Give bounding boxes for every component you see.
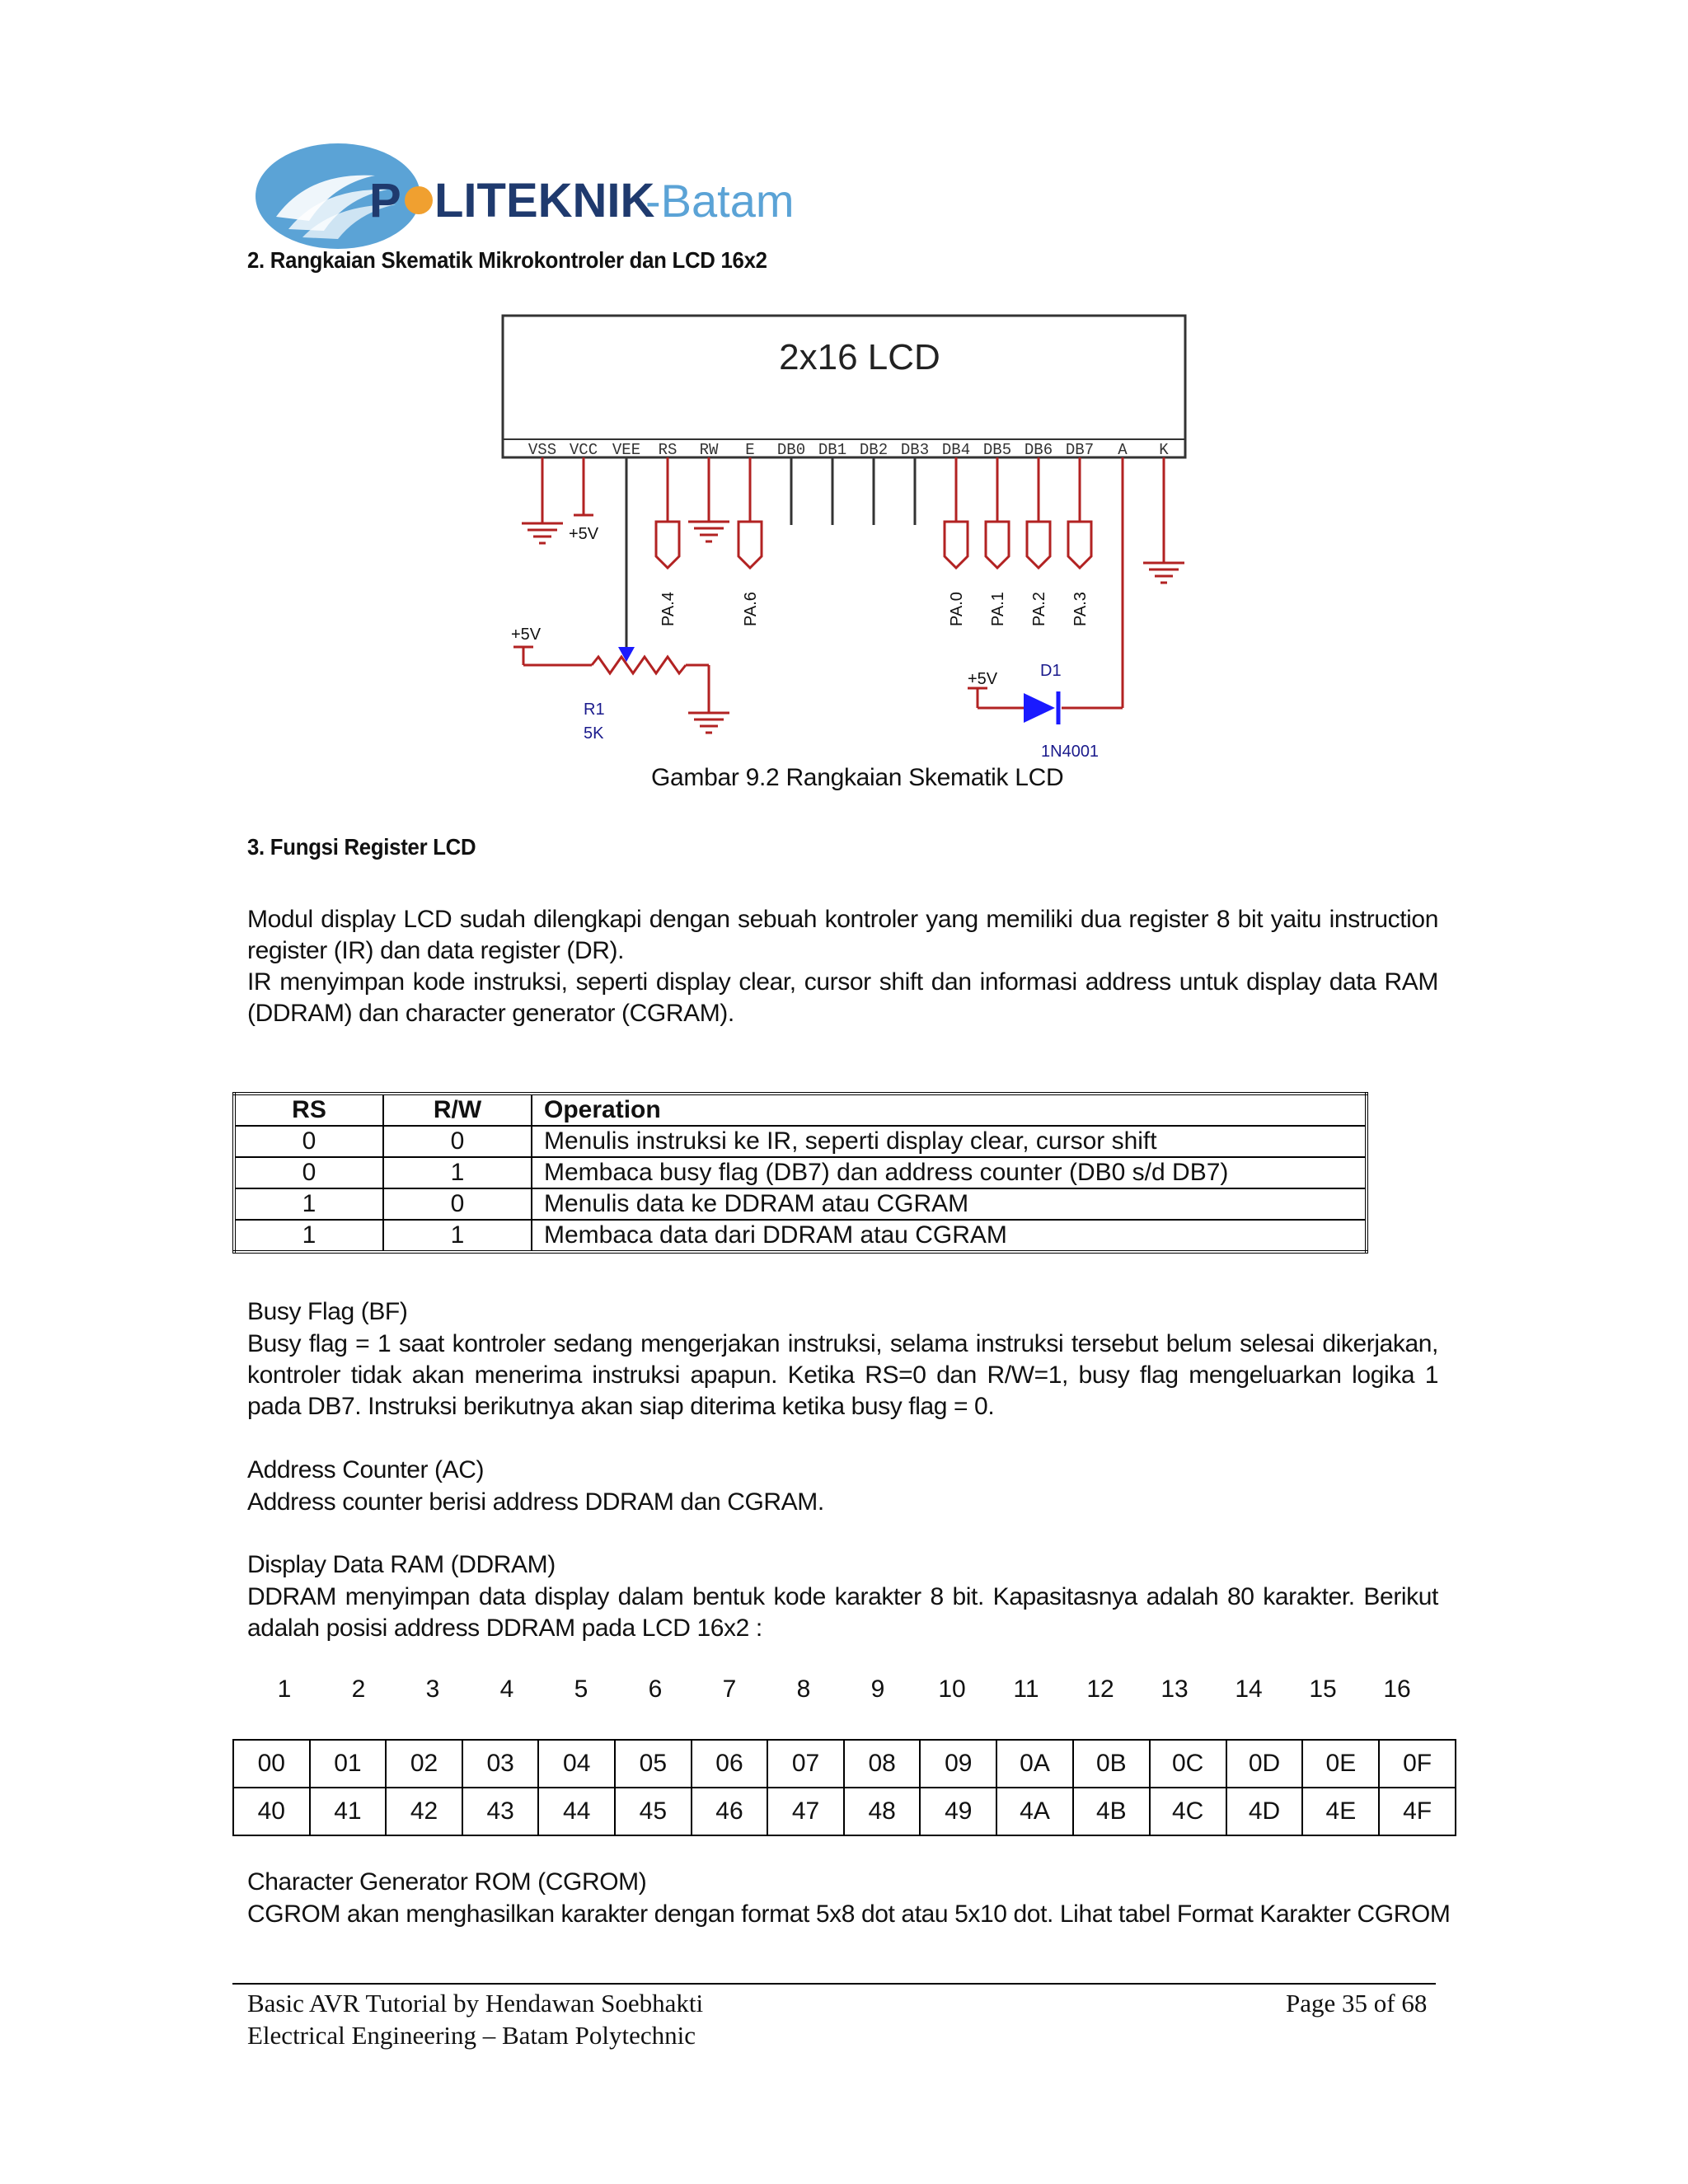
address-cell: 4B <box>1073 1788 1150 1835</box>
register-operation-table <box>232 1092 1368 1254</box>
position-number: 7 <box>722 1675 737 1703</box>
table-header-rw: R/W <box>383 1094 532 1126</box>
figure-caption: Gambar 9.2 Rangkaian Skematik LCD <box>651 764 1064 791</box>
lcd-schematic-diagram <box>495 309 1203 771</box>
register-paragraph-1: Modul display LCD sudah dilengkapi dengan sebuah kontroler yang memiliki dua register 8 bit yaitu instruction register (IR) dan data register (DR). <box>247 906 1438 964</box>
diode-supply-label: +5V <box>968 670 998 688</box>
address-cell: 4E <box>1302 1788 1379 1835</box>
ddram-row-2 <box>233 1788 1456 1835</box>
position-number: 2 <box>351 1675 366 1703</box>
address-cell: 41 <box>310 1788 387 1835</box>
diode-part: 1N4001 <box>1041 743 1100 761</box>
position-number: 13 <box>1160 1675 1189 1703</box>
address-cell: 0D <box>1226 1740 1303 1788</box>
cgrom-title: Character Generator ROM (CGROM) <box>247 1868 647 1896</box>
position-number: 3 <box>425 1675 440 1703</box>
address-cell: 0B <box>1073 1740 1150 1788</box>
ddram-address-table <box>232 1739 1456 1836</box>
address-cell: 0F <box>1379 1740 1456 1788</box>
section-heading-register: 3. Fungsi Register LCD <box>247 834 476 860</box>
address-cell: 49 <box>920 1788 996 1835</box>
position-number: 12 <box>1086 1675 1114 1703</box>
table-row <box>234 1188 1367 1220</box>
cell-rw: 1 <box>383 1220 532 1252</box>
address-cell: 01 <box>310 1740 387 1788</box>
cell-operation: Membaca data dari DDRAM atau CGRAM <box>532 1220 1367 1252</box>
port-label: PA.0 <box>948 592 966 626</box>
address-cell: 43 <box>462 1788 539 1835</box>
address-cell: 46 <box>692 1788 768 1835</box>
address-cell: 08 <box>844 1740 921 1788</box>
port-label: PA.4 <box>659 592 678 626</box>
address-cell: 00 <box>233 1740 310 1788</box>
pin-label: RS <box>658 441 678 459</box>
pin-label: DB7 <box>1065 441 1095 459</box>
busy-flag-text: Busy flag = 1 saat kontroler sedang mengerjakan instruksi, selama instruksi tersebut belum selesai dikerjakan, kontroler tidak akan menerima instruksi apapun. Ketika RS=0 dan R/W=1, busy flag mengeluarkan logika 1 pada DB7. Instruksi berikutnya akan siap diterima ketika busy flag = 0. <box>247 1330 1438 1420</box>
table-row <box>234 1157 1367 1188</box>
section-heading-schematic: 2. Rangkaian Skematik Mikrokontroler dan LCD 16x2 <box>247 247 767 273</box>
table-header-rs: RS <box>234 1094 383 1126</box>
pin-label: RW <box>699 441 719 459</box>
position-number: 15 <box>1309 1675 1337 1703</box>
ddram-row-1 <box>233 1740 1456 1788</box>
cell-rw: 1 <box>383 1157 532 1188</box>
svg-text:LITEKNIK: LITEKNIK <box>434 174 655 227</box>
port-label: PA.2 <box>1030 592 1048 626</box>
footer-author: Basic AVR Tutorial by Hendawan Soebhakti <box>247 1989 704 2018</box>
position-number: 8 <box>796 1675 811 1703</box>
address-cell: 05 <box>615 1740 692 1788</box>
address-cell: 0A <box>996 1740 1073 1788</box>
pin-label: DB5 <box>982 441 1012 459</box>
table-row <box>234 1126 1367 1157</box>
cgrom-text: CGROM akan menghasilkan karakter dengan format 5x8 dot atau 5x10 dot. Lihat tabel Format Karakter CGROM <box>247 1900 1451 1928</box>
pot-supply-label: +5V <box>511 626 542 644</box>
pin-label: A <box>1118 441 1128 459</box>
address-cell: 4C <box>1150 1788 1226 1835</box>
position-number: 11 <box>1013 1675 1039 1703</box>
cell-rw: 0 <box>383 1188 532 1220</box>
address-cell: 44 <box>538 1788 615 1835</box>
resistor-name: R1 <box>584 701 605 719</box>
port-label: PA.3 <box>1071 592 1090 626</box>
cell-operation: Menulis data ke DDRAM atau CGRAM <box>532 1188 1367 1220</box>
address-cell: 4A <box>996 1788 1073 1835</box>
position-number: 1 <box>277 1675 292 1703</box>
position-number: 4 <box>499 1675 514 1703</box>
cell-operation: Membaca busy flag (DB7) dan address counter (DB0 s/d DB7) <box>532 1157 1367 1188</box>
address-cell: 04 <box>538 1740 615 1788</box>
address-cell: 02 <box>386 1740 462 1788</box>
ddram-title: Display Data RAM (DDRAM) <box>247 1551 556 1578</box>
vcc-label: +5V <box>569 525 599 543</box>
politeknik-batam-logo <box>251 138 845 254</box>
table-row <box>234 1220 1367 1252</box>
cell-operation: Menulis instruksi ke IR, seperti display clear, cursor shift <box>532 1126 1367 1157</box>
cell-rw: 0 <box>383 1126 532 1157</box>
pin-label: DB2 <box>859 441 889 459</box>
cell-rs: 0 <box>234 1126 383 1157</box>
ddram-position-numbers <box>247 1675 1434 1704</box>
diode-name: D1 <box>1040 662 1062 680</box>
address-cell: 4F <box>1379 1788 1456 1835</box>
address-cell: 48 <box>844 1788 921 1835</box>
position-number: 14 <box>1235 1675 1263 1703</box>
footer-divider <box>232 1983 1436 1985</box>
port-label: PA.1 <box>989 592 1007 626</box>
address-cell: 0C <box>1150 1740 1226 1788</box>
pin-label: DB1 <box>818 441 847 459</box>
table-header-operation: Operation <box>532 1094 1367 1126</box>
pin-label: DB6 <box>1024 441 1053 459</box>
pin-label: K <box>1159 441 1169 459</box>
address-cell: 09 <box>920 1740 996 1788</box>
pin-label: DB0 <box>776 441 806 459</box>
position-number: 5 <box>574 1675 588 1703</box>
address-cell: 45 <box>615 1788 692 1835</box>
pin-label: VCC <box>569 441 598 459</box>
svg-text:P: P <box>369 174 401 227</box>
address-cell: 40 <box>233 1788 310 1835</box>
address-cell: 06 <box>692 1740 768 1788</box>
position-number: 16 <box>1383 1675 1411 1703</box>
resistor-value: 5K <box>584 724 604 743</box>
address-cell: 07 <box>767 1740 844 1788</box>
pin-label: E <box>745 441 755 459</box>
ddram-text: DDRAM menyimpan data display dalam bentuk kode karakter 8 bit. Kapasitasnya adalah 80 karakter. Berikut adalah posisi address DDRAM pada LCD 16x2 : <box>247 1583 1438 1642</box>
position-number: 10 <box>938 1675 966 1703</box>
cell-rs: 1 <box>234 1188 383 1220</box>
cell-rs: 0 <box>234 1157 383 1188</box>
position-number: 9 <box>870 1675 885 1703</box>
pin-label: DB4 <box>941 441 971 459</box>
cell-rs: 1 <box>234 1220 383 1252</box>
pin-label: DB3 <box>900 441 930 459</box>
port-label: PA.6 <box>742 592 760 626</box>
pin-label: VEE <box>612 441 641 459</box>
address-cell: 42 <box>386 1788 462 1835</box>
address-cell: 0E <box>1302 1740 1379 1788</box>
address-cell: 03 <box>462 1740 539 1788</box>
busy-flag-title: Busy Flag (BF) <box>247 1298 408 1325</box>
register-paragraph-2: IR menyimpan kode instruksi, seperti display clear, cursor shift dan informasi address untuk display data RAM (DDRAM) dan character generator (CGRAM). <box>247 968 1438 1027</box>
address-counter-text: Address counter berisi address DDRAM dan CGRAM. <box>247 1488 824 1516</box>
address-cell: 4D <box>1226 1788 1303 1835</box>
position-number: 6 <box>648 1675 663 1703</box>
pin-label: VSS <box>528 441 557 459</box>
page-number: Page 35 of 68 <box>1286 1989 1428 2018</box>
address-cell: 47 <box>767 1788 844 1835</box>
svg-text:-Batam: -Batam <box>645 175 795 227</box>
lcd-title: 2x16 LCD <box>779 337 940 377</box>
footer-department: Electrical Engineering – Batam Polytechnic <box>247 2021 696 2050</box>
address-counter-title: Address Counter (AC) <box>247 1456 485 1483</box>
